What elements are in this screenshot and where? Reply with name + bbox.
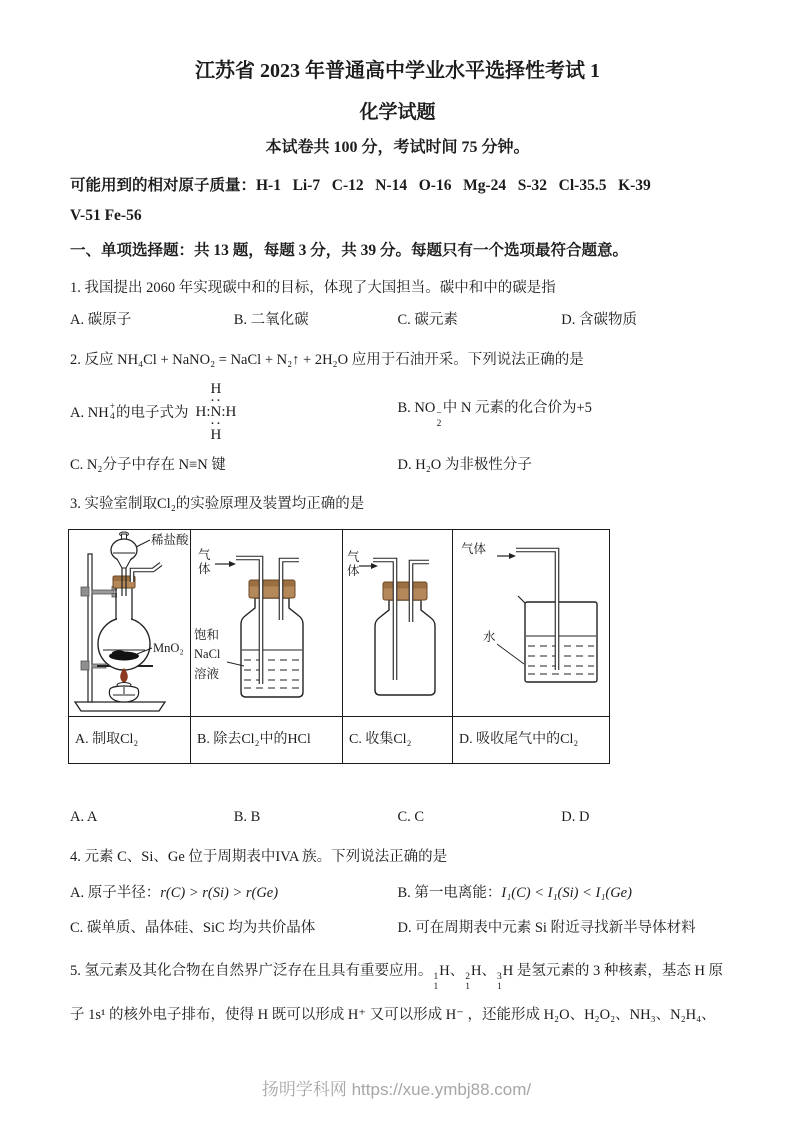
q1-stem: 1. 我国提出 2060 年实现碳中和的目标，体现了大国担当。碳中和中的碳是指: [70, 280, 556, 296]
apparatus-caption-b: B. 除去Cl₂中的HCl: [191, 717, 343, 764]
q4-option-c: C. 碳单质、晶体硅、SiC 均为共价晶体: [70, 920, 316, 936]
footer: [0, 1075, 793, 1100]
q2-option-a: [70, 382, 398, 444]
q3-option-b: B. B: [233, 809, 261, 825]
q2-a-text2: 的电子式为: [116, 405, 189, 421]
atomic-masses-line2: V-51 Fe-56: [70, 207, 142, 224]
q1-option-c: C. 碳元素: [397, 312, 458, 328]
question-1: [70, 277, 725, 331]
apparatus-cell-a: [69, 530, 191, 717]
q5-text2: 是氢元素的 3 种核素，基态 H 原: [513, 963, 724, 979]
atomic-masses-line1: 可能用到的相对原子质量：H-1 Li-7 C-12 N-14 O-16 Mg-24 S-32 Cl-35.5 K-39: [70, 177, 651, 194]
q2-b-text: B. NO: [397, 400, 436, 417]
question-5: [70, 960, 725, 1026]
nacl-solution-label: 饱和NaCl溶液: [194, 628, 221, 681]
exam-info: 本试卷共 100 分，考试时间 75 分钟。: [265, 139, 530, 156]
q5-line1: 5. 氢元素及其化合物在自然界广泛存在且具有重要应用。 1 1 H、 2 1 H、 3 1 H 是氢元素的 3 种核素，基态 H 原: [70, 963, 724, 992]
q4-a-math: r(C) > r(Si) > r(Ge): [160, 885, 279, 901]
q2-option-c: C. N₂分子中存在 N≡N 键: [70, 457, 226, 473]
q4-option-a: A. 原子半径：r(C) > r(Si) > r(Ge): [70, 885, 279, 901]
chlorine-generator-diagram: [69, 530, 187, 714]
water-label: 水: [483, 630, 496, 644]
q4-stem: 4. 元素 C、Si、Ge 位于周期表中IVA 族。下列说法正确的是: [70, 849, 448, 865]
section-heading: 一、单项选择题：共 13 题，每题 3 分，共 39 分。每题只有一个选项最符合题意。: [70, 242, 629, 259]
q2-option-b: [398, 396, 726, 430]
isotope-3-stack: 3 1: [496, 972, 502, 992]
mno2-label: MnO₂: [153, 641, 184, 655]
q1-option-a: A. 碳原子: [70, 312, 132, 328]
ammonium-charge-stack: + 4: [109, 402, 116, 422]
nitrite-charge-stack: − 2: [436, 409, 442, 429]
q3-stem: 3. 实验室制取Cl₂的实验原理及装置均正确的是: [70, 496, 365, 512]
apparatus-caption-d: D. 吸收尾气中的Cl₂: [453, 717, 610, 764]
q2-options-cd: [70, 453, 725, 477]
q2-a-text: A. NH: [70, 405, 109, 421]
q4-b-math: I₁(C) < I₁(Si) < I₁(Ge): [501, 885, 632, 901]
q3-option-a: A. A: [70, 809, 98, 825]
q2-options-ab: [70, 375, 725, 451]
question-2: [70, 349, 725, 477]
q4-option-b: B. 第一电离能：I₁(C) < I₁(Si) < I₁(Ge): [397, 885, 632, 901]
exam-subtitle: 化学试题: [359, 102, 436, 123]
q4-option-d: D. 可在周期表中元素 Si 附近寻找新半导体材料: [397, 920, 696, 936]
q5-text: 5. 氢元素及其化合物在自然界广泛存在且具有重要应用。: [70, 963, 433, 979]
q4-options-ab: [70, 880, 725, 906]
question-3: [70, 493, 725, 828]
dilute-hcl-label: 稀盐酸: [151, 533, 189, 547]
q2-stem: 2. 反应 NH₄Cl + NaNO₂ = NaCl + N₂↑ + 2H₂O 应用于石油开采。下列说法正确的是: [70, 352, 584, 368]
apparatus-caption-c: C. 收集Cl₂: [343, 717, 453, 764]
isotope-1-stack: 1 1: [433, 972, 439, 992]
q3-answer-options: [70, 806, 725, 828]
apparatus-caption-a: A. 制取Cl₂: [69, 717, 191, 764]
q2-option-d: D. H₂O 为非极性分子: [397, 457, 532, 473]
q3-option-c: C. C: [397, 809, 425, 825]
q1-option-d: D. 含碳物质: [561, 312, 637, 328]
gas-label-d: 气体: [461, 542, 487, 556]
apparatus-cell-b: [191, 530, 343, 717]
q1-options: [70, 309, 725, 331]
q1-option-b: B. 二氧化碳: [233, 312, 309, 328]
q5-line2: 子 1s¹ 的核外电子排布，使得 H 既可以形成 H⁺ 又可以形成 H⁻ ，还能形成 H₂O、H₂O₂、NH₃、N₂H₄、: [70, 1006, 716, 1023]
apparatus-cell-c: [343, 530, 453, 717]
q4-options-cd: [70, 916, 725, 940]
q2-b-text2: 中 N 元素的化合价为+5: [442, 400, 592, 417]
isotope-2-stack: 2 1: [465, 972, 470, 992]
gas-label-b: 气体: [198, 548, 211, 577]
gas-label-c: 气体: [347, 550, 360, 579]
apparatus-table: [68, 529, 610, 764]
lewis-structure: H ·· H:N:H ·· H: [195, 380, 237, 444]
gas-washing-bottle-diagram: [191, 530, 339, 714]
question-4: [70, 846, 725, 940]
q3-option-d: D. D: [561, 809, 590, 825]
exam-title: 江苏省 2023 年普通高中学业水平选择性考试 1: [195, 60, 600, 82]
apparatus-cell-d: [453, 530, 610, 717]
footer-link[interactable]: 扬明学科网 https://xue.ymbj88.com/: [261, 1080, 532, 1099]
